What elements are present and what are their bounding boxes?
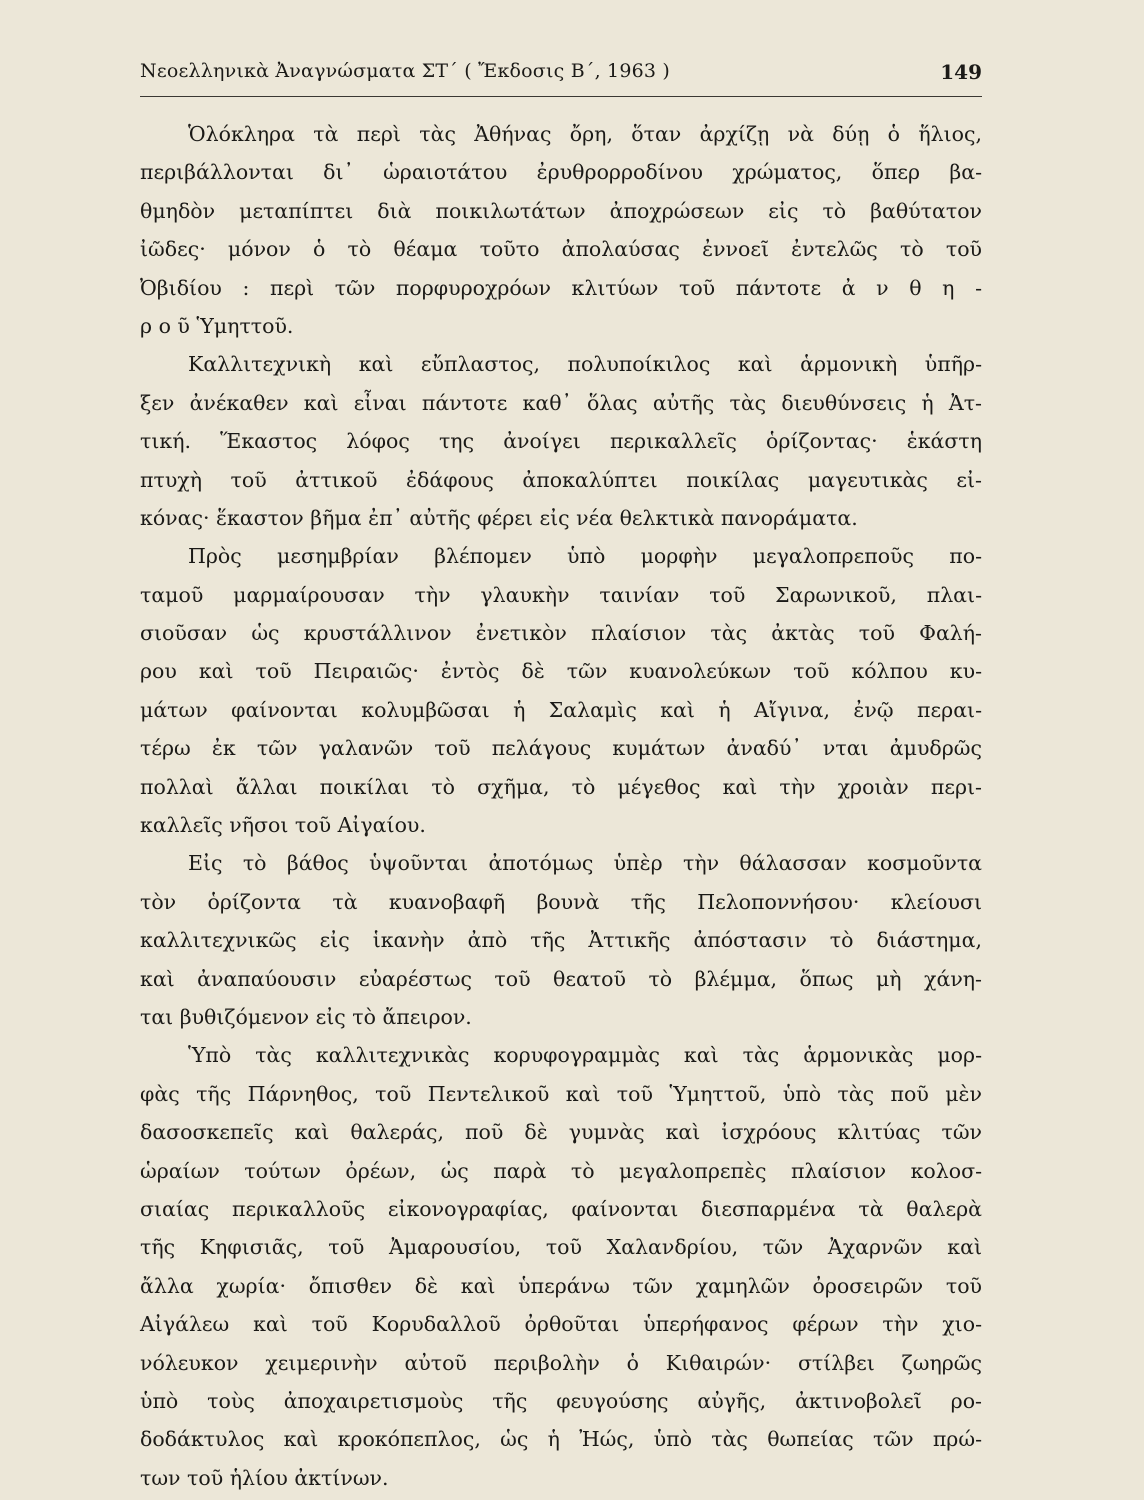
text-line: πολλαὶ ἄλλαι ποικίλαι τὸ σχῆμα, τὸ μέγεθος καὶ τὴν χροιὰν περι- — [140, 774, 982, 799]
text-line: ταμοῦ μαρμαίρουσαν τὴν γλαυκὴν ταινίαν τοῦ Σαρωνικοῦ, πλαι- — [140, 582, 982, 607]
text-line: των τοῦ ἡλίου ἀκτίνων. — [140, 1465, 389, 1490]
text-line: δοδάκτυλος καὶ κροκόπεπλος, ὡς ἡ Ἠώς, ὑπὸ τὰς θωπείας τῶν πρώ- — [140, 1427, 982, 1452]
text-line: καλλεῖς νῆσοι τοῦ Αἰγαίου. — [140, 813, 426, 838]
paragraph — [140, 115, 982, 345]
text-line: Ὑπὸ τὰς καλλιτεχνικὰς κορυφογραμμὰς καὶ τὰς ἁρμονικὰς μορ- — [188, 1043, 982, 1068]
text-line: Εἰς τὸ βάθος ὑψοῦνται ἀποτόμως ὑπὲρ τὴν θάλασσαν κοσμοῦντα — [188, 851, 982, 876]
text-line: σιοῦσαν ὡς κρυστάλλινον ἐνετικὸν πλαίσιον τὰς ἀκτὰς τοῦ Φαλή- — [140, 621, 982, 646]
text-line: πτυχὴ τοῦ ἀττικοῦ ἐδάφους ἀποκαλύπτει ποικίλας μαγευτικὰς εἰ- — [140, 467, 982, 492]
text-line: μάτων φαίνονται κολυμβῶσαι ἡ Σαλαμὶς καὶ ἡ Αἴγινα, ἐνῷ περαι- — [140, 697, 982, 722]
running-header — [140, 60, 982, 97]
page-number: 149 — [940, 60, 982, 84]
header-title: Νεοελληνικὰ Ἀναγνώσματα ΣΤ΄ ( Ἔκδοσις Β΄, 1963 ) — [140, 60, 671, 82]
text-line: περιβάλλονται δι᾽ ὡραιοτάτου ἐρυθρορροδίνου χρώματος, ὅπερ βα- — [140, 160, 982, 185]
text-line: θμηδὸν μεταπίπτει διὰ ποικιλωτάτων ἀποχρώσεων εἰς τὸ βαθύτατον — [140, 198, 982, 223]
text-line: καὶ ἀναπαύουσιν εὐαρέστως τοῦ θεατοῦ τὸ βλέμμα, ὅπως μὴ χάνη- — [140, 966, 982, 991]
text-line: ὑπὸ τοὺς ἀποχαιρετισμοὺς τῆς φευγούσης αὐγῆς, ἀκτινοβολεῖ ρο- — [140, 1388, 982, 1413]
text-line: ρ ο ῦ Ὑμηττοῦ. — [140, 313, 294, 338]
text-line: Ὁλόκληρα τὰ περὶ τὰς Ἀθήνας ὄρη, ὅταν ἀρχίζῃ νὰ δύῃ ὁ ἥλιος, — [188, 122, 982, 146]
text-line: Καλλιτεχνικὴ καὶ εὔπλαστος, πολυποίκιλος καὶ ἁρμονικὴ ὑπῆρ- — [188, 352, 982, 377]
text-line: φὰς τῆς Πάρνηθος, τοῦ Πεντελικοῦ καὶ τοῦ Ὑμηττοῦ, ὑπὸ τὰς ποῦ μὲν — [140, 1081, 982, 1106]
text-line: τέρω ἐκ τῶν γαλανῶν τοῦ πελάγους κυμάτων ἀναδύ᾿ νται ἀμυδρῶς — [140, 736, 982, 761]
body-text — [140, 115, 982, 1497]
paragraph — [140, 844, 982, 1036]
text-line: ὡραίων τούτων ὀρέων, ὡς παρὰ τὸ μεγαλοπρεπὲς πλαίσιον κολοσ- — [140, 1158, 982, 1183]
text-line: τῆς Κηφισιᾶς, τοῦ Ἀμαρουσίου, τοῦ Χαλανδρίου, τῶν Ἀχαρνῶν καὶ — [140, 1235, 982, 1260]
text-line: ξεν ἀνέκαθεν καὶ εἶναι πάντοτε καθ᾽ ὅλας αὐτῆς τὰς διευθύνσεις ἡ Ἀτ- — [140, 390, 982, 415]
paragraph — [140, 537, 982, 844]
text-line: καλλιτεχνικῶς εἰς ἱκανὴν ἀπὸ τῆς Ἀττικῆς ἀπόστασιν τὸ διάστημα, — [140, 928, 982, 953]
text-line: τική. Ἕκαστος λόφος της ἀνοίγει περικαλλεῖς ὁρίζοντας· ἑκάστη — [140, 429, 982, 454]
text-line: σιαίας περικαλλοῦς εἰκονογραφίας, φαίνονται διεσπαρμένα τὰ θαλερὰ — [140, 1196, 982, 1221]
text-line: ἄλλα χωρία· ὄπισθεν δὲ καὶ ὑπεράνω τῶν χαμηλῶν ὀροσειρῶν τοῦ — [140, 1273, 982, 1298]
text-line: δασοσκεπεῖς καὶ θαλεράς, ποῦ δὲ γυμνὰς καὶ ἰσχρόους κλιτύας τῶν — [140, 1120, 982, 1145]
text-line: ρου καὶ τοῦ Πειραιῶς· ἐντὸς δὲ τῶν κυανολεύκων τοῦ κόλπου κυ- — [140, 659, 982, 684]
text-line: Ὀβιδίου : περὶ τῶν πορφυροχρόων κλιτύων τοῦ πάντοτε ἀ ν θ η - — [140, 275, 982, 300]
paragraph — [140, 1036, 982, 1497]
paragraph — [140, 345, 982, 537]
text-line: νόλευκον χειμερινὴν αὐτοῦ περιβολὴν ὁ Κιθαιρών· στίλβει ζωηρῶς — [140, 1350, 982, 1375]
text-line: ται βυθιζόμενον εἰς τὸ ἄπειρον. — [140, 1004, 472, 1029]
text-line: ἰῶδες· μόνον ὁ τὸ θέαμα τοῦτο ἀπολαύσας ἐννοεῖ ἐντελῶς τὸ τοῦ — [140, 237, 982, 262]
text-line: τὸν ὁρίζοντα τὰ κυανοβαφῆ βουνὰ τῆς Πελοποννήσου· κλείουσι — [140, 889, 982, 914]
text-line: Αἰγάλεω καὶ τοῦ Κορυδαλλοῦ ὀρθοῦται ὑπερήφανος φέρων τὴν χιο- — [140, 1312, 982, 1337]
text-line: Πρὸς μεσημβρίαν βλέπομεν ὑπὸ μορφὴν μεγαλοπρεποῦς πο- — [188, 544, 982, 569]
text-line: κόνας· ἕκαστον βῆμα ἐπ᾽ αὐτῆς φέρει εἰς νέα θελκτικὰ πανοράματα. — [140, 505, 858, 530]
